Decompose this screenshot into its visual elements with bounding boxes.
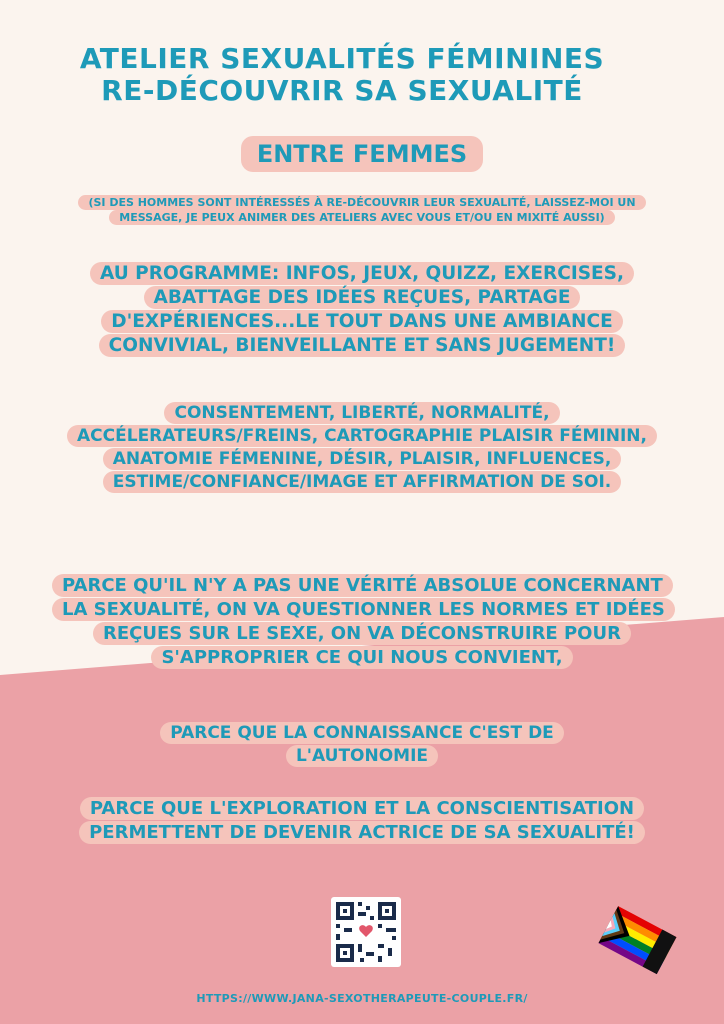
note-block <box>60 195 664 225</box>
programme-block <box>46 262 678 358</box>
themes-text: CONSENTEMENT, LIBERTÉ, NORMALITÉ, ACCÉLERATEURS/FREINS, CARTOGRAPHIE PLAISIR FÉMININ, ANATOMIE FÉMENINE, DÉSIR, PLAISIR, INFLUENCES, ESTIME/CONFIANCE/IMAGE ET AFFIRMATION DE SOI. <box>67 402 657 493</box>
subtitle-text: ENTRE FEMMES <box>241 136 483 172</box>
exploration-text: PARCE QUE L'EXPLORATION ET LA CONSCIENTISATION PERMETTENT DE DEVENIR ACTRICE DE SA SEXUALITÉ! <box>79 797 645 844</box>
title-line-1: ATELIER SEXUALITÉS FÉMININES <box>79 42 605 75</box>
qr-code-icon[interactable] <box>331 897 401 967</box>
website-link[interactable]: HTTPS://WWW.JANA-SEXOTHERAPEUTE-COUPLE.FR/ <box>196 992 528 1005</box>
progress-pride-flag-icon <box>594 905 680 977</box>
verite-block <box>52 574 672 670</box>
connaissance-text: PARCE QUE LA CONNAISSANCE C'EST DE L'AUTONOMIE <box>160 722 564 767</box>
programme-text: AU PROGRAMME: INFOS, JEUX, QUIZZ, EXERCISES, ABATTAGE DES IDÉES REÇUES, PARTAGE D'EXPÉRIENCES...LE TOUT DANS UNE AMBIANCE CONVIVIAL, BIENVEILLANTE ET SANS JUGEMENT! <box>90 262 634 357</box>
note-text: (SI DES HOMMES SONT INTÉRESSÉS À RE-DÉCOUVRIR LEUR SEXUALITÉ, LAISSEZ-MOI UN MESSAGE, JE PEUX ANIMER DES ATELIERS AVEC VOUS ET/OU EN MIXITÉ AUSSI) <box>78 195 645 225</box>
connaissance-block <box>100 722 624 768</box>
themes-block <box>56 402 668 494</box>
exploration-block <box>70 797 654 845</box>
title-line-2: RE-DÉCOUVRIR SA SEXUALITÉ <box>101 74 583 107</box>
verite-text: PARCE QU'IL N'Y A PAS UNE VÉRITÉ ABSOLUE CONCERNANT LA SEXUALITÉ, ON VA QUESTIONNER LES NORMES ET IDÉES REÇUES SUR LE SEXE, ON VA DÉCONSTRUIRE POUR S'APPROPRIER CE QUI NOUS CONVIENT, <box>52 574 675 669</box>
subtitle-block <box>0 138 724 170</box>
